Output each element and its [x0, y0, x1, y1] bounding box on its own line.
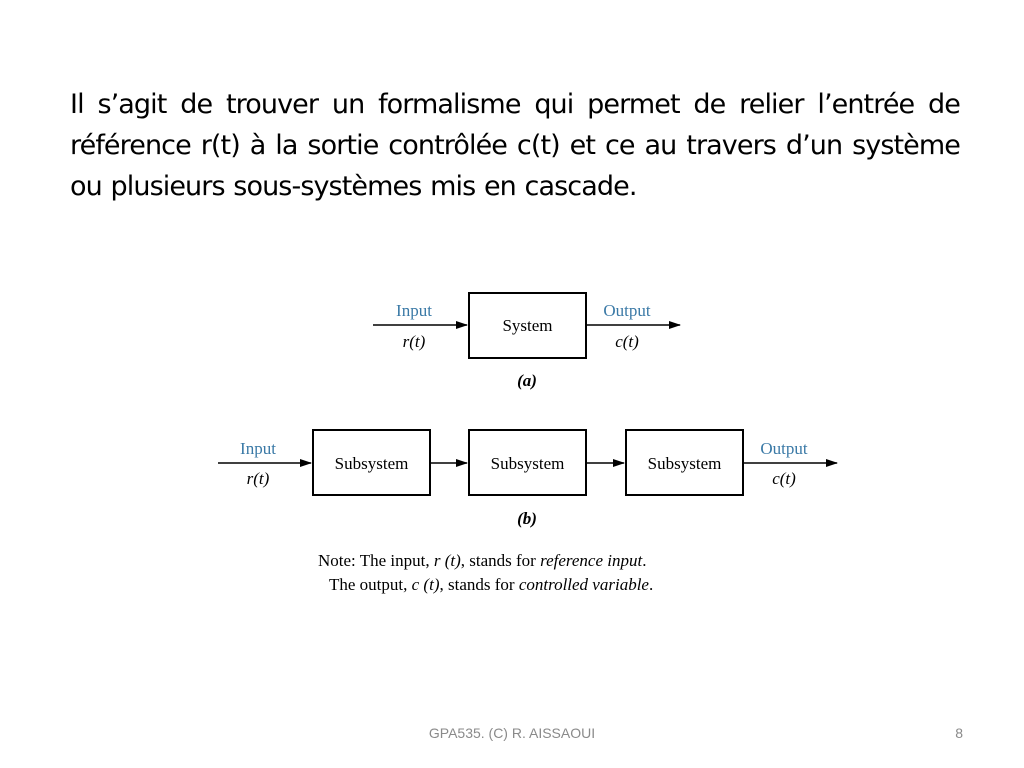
diagram-b — [218, 430, 837, 528]
output-signal-b: c(t) — [772, 469, 796, 488]
output-label-a: Output — [603, 301, 651, 320]
input-label-b: Input — [240, 439, 276, 458]
body-paragraph: Il s’agit de trouver un formalisme qui permet de relier l’entrée de référence r(t) à la sortie contrôlée c(t) et ce au travers d’un système ou plusieurs sous-systèmes mis en cascade. — [70, 89, 960, 202]
subsystem-block-1-label: Subsystem — [334, 454, 409, 473]
output-label-b: Output — [760, 439, 808, 458]
note-line-1: Note: The input, r (t), stands for reference input. — [318, 551, 647, 570]
caption-b: (b) — [517, 509, 537, 528]
note-line-2: The output, c (t), stands for controlled variable. — [329, 575, 654, 594]
input-signal-a: r(t) — [402, 332, 426, 351]
subsystem-block-3-label: Subsystem — [647, 454, 722, 473]
system-block-label: System — [502, 316, 553, 335]
slide-footer: GPA535. (C) R. AISSAOUI — [428, 725, 596, 741]
input-signal-b: r(t) — [246, 469, 270, 488]
output-signal-a: c(t) — [615, 332, 639, 351]
page-number: 8 — [955, 725, 963, 741]
caption-a: (a) — [517, 371, 537, 390]
subsystem-block-2-label: Subsystem — [490, 454, 565, 473]
input-label-a: Input — [396, 301, 432, 320]
diagram-note — [318, 551, 653, 594]
diagram-a — [373, 293, 680, 390]
